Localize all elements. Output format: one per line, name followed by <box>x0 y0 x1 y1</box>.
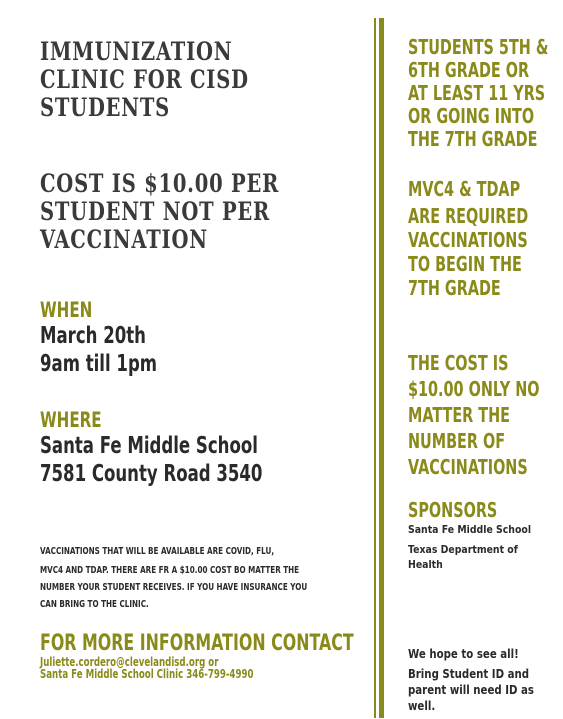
grade-line: AT LEAST 11 YRS <box>408 81 546 105</box>
cost-info-line: MATTER THE <box>408 403 510 427</box>
closing-line: well. <box>408 699 436 713</box>
required-line: VACCINATIONS <box>408 228 528 252</box>
closing-line: Bring Student ID and <box>408 667 530 681</box>
closing-note <box>408 642 556 714</box>
column-divider-thick <box>379 18 384 718</box>
required-line: TO BEGIN THE <box>408 252 522 276</box>
cost-info-line: $10.00 ONLY NO <box>408 377 540 401</box>
mvc-line: MVC4 & TDAP <box>408 177 521 201</box>
sponsors-section <box>408 498 553 572</box>
closing-line: parent will need ID as <box>408 683 535 697</box>
grade-line: STUDENTS 5TH & <box>408 35 549 59</box>
required-line: ARE REQUIRED <box>408 204 529 228</box>
cost-heading <box>40 170 347 254</box>
required-vaccinations <box>408 174 563 300</box>
sponsor-item: Santa Fe Middle School <box>408 523 532 536</box>
where-section <box>40 408 349 488</box>
title-line: STUDENTS <box>40 93 171 122</box>
where-heading: WHERE <box>40 408 102 432</box>
sponsor-item: Health <box>408 558 443 571</box>
sponsors-heading: SPONSORS <box>408 498 498 522</box>
column-divider-thin <box>374 18 376 718</box>
cost-info-line: NUMBER OF <box>408 429 506 453</box>
note-line: NUMBER YOUR STUDENT RECEIVES. IF YOU HAVE INSURANCE YOU <box>40 582 308 593</box>
vaccinations-note <box>40 542 411 613</box>
when-time: 9am till 1pm <box>40 351 158 377</box>
cost-info-line: THE COST IS <box>408 351 509 375</box>
required-line: 7TH GRADE <box>408 276 501 300</box>
cost-info <box>408 350 563 480</box>
where-address: 7581 County Road 3540 <box>40 461 263 487</box>
when-section <box>40 298 203 378</box>
contact-heading: FOR MORE INFORMATION CONTACT <box>40 631 354 656</box>
grade-requirement <box>408 36 563 151</box>
cost-line: STUDENT NOT PER <box>40 197 271 226</box>
contact-clinic-phone: Santa Fe Middle School Clinic 346-799-4990 <box>40 667 254 681</box>
note-line: VACCINATIONS THAT WILL BE AVAILABLE ARE COVID, FLU, <box>40 546 275 557</box>
when-date: March 20th <box>40 323 146 349</box>
where-name: Santa Fe Middle School <box>40 433 258 459</box>
cost-line: VACCINATION <box>40 225 208 254</box>
title-line: IMMUNIZATION <box>40 37 233 66</box>
clinic-title <box>40 38 308 122</box>
sponsor-item: Texas Department of <box>408 543 518 556</box>
grade-line: 6TH GRADE OR <box>408 58 530 82</box>
contact-email[interactable]: Juliette.cordero@clevelandisd.org or <box>40 655 219 669</box>
note-line: CAN BRING TO THE CLINIC. <box>40 599 149 610</box>
grade-line: THE 7TH GRADE <box>408 127 538 151</box>
cost-line: COST IS $10.00 PER <box>40 169 280 198</box>
cost-info-line: VACCINATIONS <box>408 455 528 479</box>
when-heading: WHEN <box>40 298 93 322</box>
grade-line: OR GOING INTO <box>408 104 535 128</box>
closing-line: We hope to see all! <box>408 647 519 661</box>
title-line: CLINIC FOR CISD <box>40 65 249 94</box>
note-line: MVC4 AND TDAP. THERE ARE FR A $10.00 COST BO MATTER THE <box>40 565 300 576</box>
